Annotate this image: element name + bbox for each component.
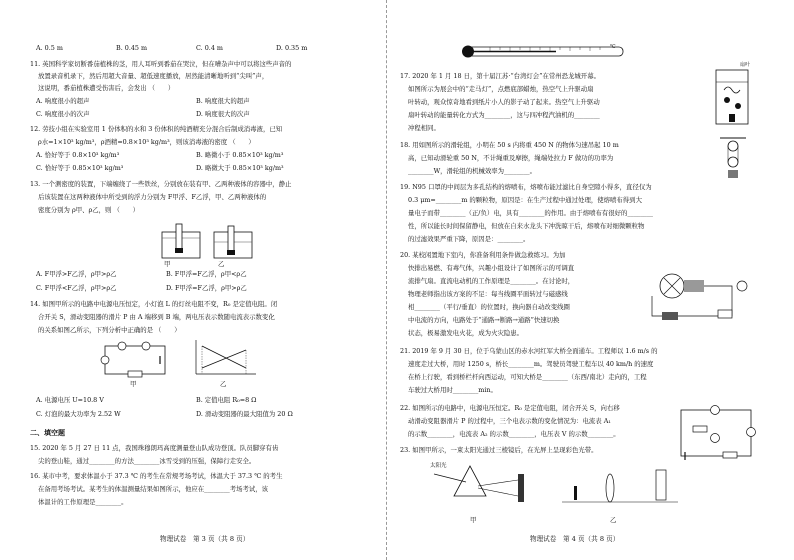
page-footer: 物理试卷 第 4 页（共 8 页） <box>530 535 620 543</box>
figure-label: 扇叶 <box>740 62 751 68</box>
q13-options <box>36 270 247 280</box>
right-page <box>400 0 760 560</box>
q14-circuit-figure <box>100 340 170 388</box>
question-line: 快排出易燃、有毒气体，兴趣小组设计了如图所示的可调直 <box>408 264 575 272</box>
option: D. 0.35 m <box>276 44 308 52</box>
question-line: 11. 英国科学家切断番茄植株的茎，用人耳听到番茄在哭泣，但在嘈杂声中可以将这些声音的 <box>30 60 292 68</box>
question-line: 18. 用如图所示的滑轮组，小明在 50 s 内将重 450 N 的物体匀速吊起 10 m <box>400 141 619 149</box>
question-line: 相________（平行/垂直）的位置时，换向器自动改变线圈 <box>408 303 570 311</box>
q14-options <box>36 410 293 420</box>
option: B. 响度很大的超声 <box>196 97 250 105</box>
option: B. 定值电阻 R₀=8 Ω <box>196 396 257 404</box>
q13-options <box>36 284 247 294</box>
thermometer-figure <box>460 42 630 60</box>
option: D. 响度很大的次声 <box>196 110 250 118</box>
page-divider <box>386 0 387 560</box>
question-line: ρ水=1×10³ kg/m³，ρ酒精=0.8×10³ kg/m³，则该消毒液的密度 （ ） <box>38 138 255 146</box>
figure-label: 甲 <box>470 516 477 524</box>
question-line: 合开关 S，滑动变阻器的滑片 P 由 A 端移到 B 端，两电压表示数随电流表示数变化 <box>38 313 275 321</box>
q22-circuit-figure <box>675 404 757 462</box>
question-line: 速度走过大桥，用时 1250 s，桥长________m。驾驶员驾驶工程车以 40 km/h 的速度 <box>408 360 654 368</box>
question-line: 放置录音机录下，然后用超大音量、超低速度播放，居然能清晰地听到“尖叫”声， <box>38 72 269 80</box>
question-line: 的过滤效果严重下降，原因是：________。 <box>408 235 530 243</box>
figure-label: 太阳光 <box>430 463 447 469</box>
q11-options <box>36 97 250 107</box>
question-line: ________W，滑轮组的机械效率为________。 <box>408 167 536 175</box>
question-line: 冲程相同。 <box>408 124 440 132</box>
question-line: 0.3 μm=________m 的颗粒物，原因是：在生产过程中通过处理，使熔喷布得到大 <box>408 196 642 204</box>
question-line: 15. 2020 年 5 月 27 日 11 点，我国珠穆朗玛高度测量登山队成功登顶。队员脚穿有齿 <box>30 444 279 452</box>
option: C. 响度很小的次声 <box>36 110 90 118</box>
option: B. 0.45 m <box>116 44 148 52</box>
option: B. F甲浮=F乙浮，ρ甲<ρ乙 <box>166 270 247 278</box>
q14-options <box>36 396 256 406</box>
question-line: 21. 2019 年 9 月 30 日，位于乌蒙山区的赤水河红军大桥全面通车。工程师以 1.6 m/s 的 <box>400 347 658 355</box>
question-line: 状态，极易激发电火花，成为火灾隐患。 <box>408 329 524 337</box>
question-line: 20. 某校闲置地下室内，你准备利用条件做急救练习。为加 <box>400 251 566 259</box>
question-line: 在备用考场考试。某考生的体温测量结果如图所示，他应在________考场考试，该 <box>38 485 269 493</box>
q12-options <box>36 151 283 161</box>
figure-label: 乙 <box>218 260 225 268</box>
thermometer-unit: ℃ <box>610 44 616 50</box>
section-title: 二、填空题 <box>30 428 65 437</box>
option: C. 灯泡的最大功率为 2.52 W <box>36 410 121 418</box>
question-line: 14. 如图甲所示的电路中电源电压恒定，小灯泡 L 的灯丝电阻不变，R₀ 是定值电阻。闭 <box>30 300 278 308</box>
question-line: 中电流的方向，电路处于“通路→断路→通路”快速切换 <box>408 316 560 324</box>
q14-graph-figure <box>190 338 260 388</box>
option: A. 响度很小的超声 <box>36 97 90 105</box>
q10-options <box>36 44 356 54</box>
q13-figure <box>160 222 255 268</box>
option: A. F甲浮>F乙浮，ρ甲>ρ乙 <box>36 270 117 278</box>
question-line: 的示数________，电流表 A₂ 的示数________，电压表 V 的示数________。 <box>408 430 620 438</box>
question-line: 流排气扇。直流电动机的工作原理是________。在讨论时， <box>408 277 575 285</box>
question-line: 23. 如图甲所示，一束太阳光通过三棱镜后，在光屏上呈现彩色光带。 <box>400 446 598 454</box>
option: C. F甲浮<F乙浮，ρ甲>ρ乙 <box>36 284 117 292</box>
option: A. 电源电压 U=10.8 V <box>36 396 104 404</box>
question-line: 16. 某市中考，要求体温小于 37.3 ℃ 的考生在常规考场考试，体温大于 37.3 ℃ 的考生 <box>30 472 283 480</box>
figure-label: 乙 <box>220 380 227 388</box>
question-line: 17. 2020 年 1 月 18 日，第十届江苏·“台湾灯会”在常州恐龙城开幕。 <box>400 72 600 80</box>
question-line: 量电子而带________（正/负）电，具有________的作用。由于熔喷布有很好的________ <box>408 209 653 217</box>
question-line: 性，所以能长时间保留静电，但放在自来水龙头下冲洗晾干后，熔喷布对细微颗粒物 <box>408 222 645 230</box>
prism-figure <box>430 460 540 524</box>
lens-figure <box>560 462 680 524</box>
option: A. 0.5 m <box>36 44 63 52</box>
option: D. 滑动变阻器的最大阻值为 20 Ω <box>196 410 293 418</box>
option: D. 略微大于 0.85×10³ kg/m³ <box>196 164 284 172</box>
lantern-figure <box>712 62 752 128</box>
question-line: 13. 一个测密度的装置，下端缠绕了一些铁丝，分别放在装有甲、乙两种液体的容器中，静止 <box>30 180 292 188</box>
motor-figure <box>632 256 754 328</box>
question-line: 密度分别为 ρ甲、ρ乙，则 （ ） <box>38 206 140 214</box>
left-page <box>30 0 375 560</box>
option: C. 恰好等于 0.85×10³ kg/m³ <box>36 164 124 172</box>
option: C. 0.4 m <box>196 44 223 52</box>
question-line: 后该装置在这两种液体中所受到的浮力分别为 F甲浮、F乙浮，甲、乙两种液体的 <box>38 193 267 201</box>
question-line: 动滑动变阻器滑片 P 的过程中，三个电表示数的变化情况为：电流表 A₁ <box>408 417 611 425</box>
question-line: 19. N95 口罩的中间层为多孔结构的熔喷布，熔喷布能过滤比自身空隙小得多，直径仅为 <box>400 183 652 191</box>
figure-label: 甲 <box>130 380 137 388</box>
question-line: 物理老师指出该方案的不足：每当线圈平面转过与磁感线 <box>408 290 568 298</box>
question-line: 高，已知动滑轮重 50 N，不计绳重及摩擦，绳端处拉力 F 做功的功率为 <box>408 154 614 162</box>
question-line: 车驶过大桥用时________min。 <box>408 386 497 394</box>
question-line: 在桥上行驶，看到桥栏杆向西运动，可知大桥是________（东西/南北）走向的，工程 <box>408 373 647 381</box>
option: D. F甲浮=F乙浮，ρ甲>ρ乙 <box>166 284 247 292</box>
question-line: 如图所示为展会中的“走马灯”，点燃底部蜡烛，热空气上升驱动扇 <box>408 85 594 93</box>
figure-label: 甲 <box>164 260 171 268</box>
pulley-figure <box>718 136 748 180</box>
option: B. 略微小于 0.85×10³ kg/m³ <box>196 151 284 159</box>
question-line: 这说明，番茄植株遭受伤害后，会发出 （ ） <box>38 84 175 92</box>
question-line: 的关系如图乙所示，下列分析中正确的是 （ ） <box>38 326 181 334</box>
page-footer: 物理试卷 第 3 页（共 8 页） <box>160 535 250 543</box>
q12-options <box>36 164 284 174</box>
question-line: 体温计的工作原理是________。 <box>38 498 128 506</box>
question-line: 叶转动，观众惊奇地看到纸片小人的影子动了起来。热空气上升驱动 <box>408 98 600 106</box>
option: A. 恰好等于 0.8×10³ kg/m³ <box>36 151 120 159</box>
figure-label: 乙 <box>610 516 617 524</box>
question-line: 12. 劳技小组在实验室用 1 份体积的水和 3 份体积的纯酒精充分混合后制成消毒液，已知 <box>30 125 283 133</box>
question-line: 扇叶转动的能量转化方式为________，这与四冲程汽油机的________ <box>408 111 600 119</box>
q11-options <box>36 110 250 120</box>
question-line: 22. 如图所示的电路中，电源电压恒定。R₀ 是定值电阻，闭合开关 S，向右移 <box>400 404 620 412</box>
question-line: 尖的登山鞋，通过________的方法________冰雪受到的压强，保障行走安全。 <box>38 457 256 465</box>
